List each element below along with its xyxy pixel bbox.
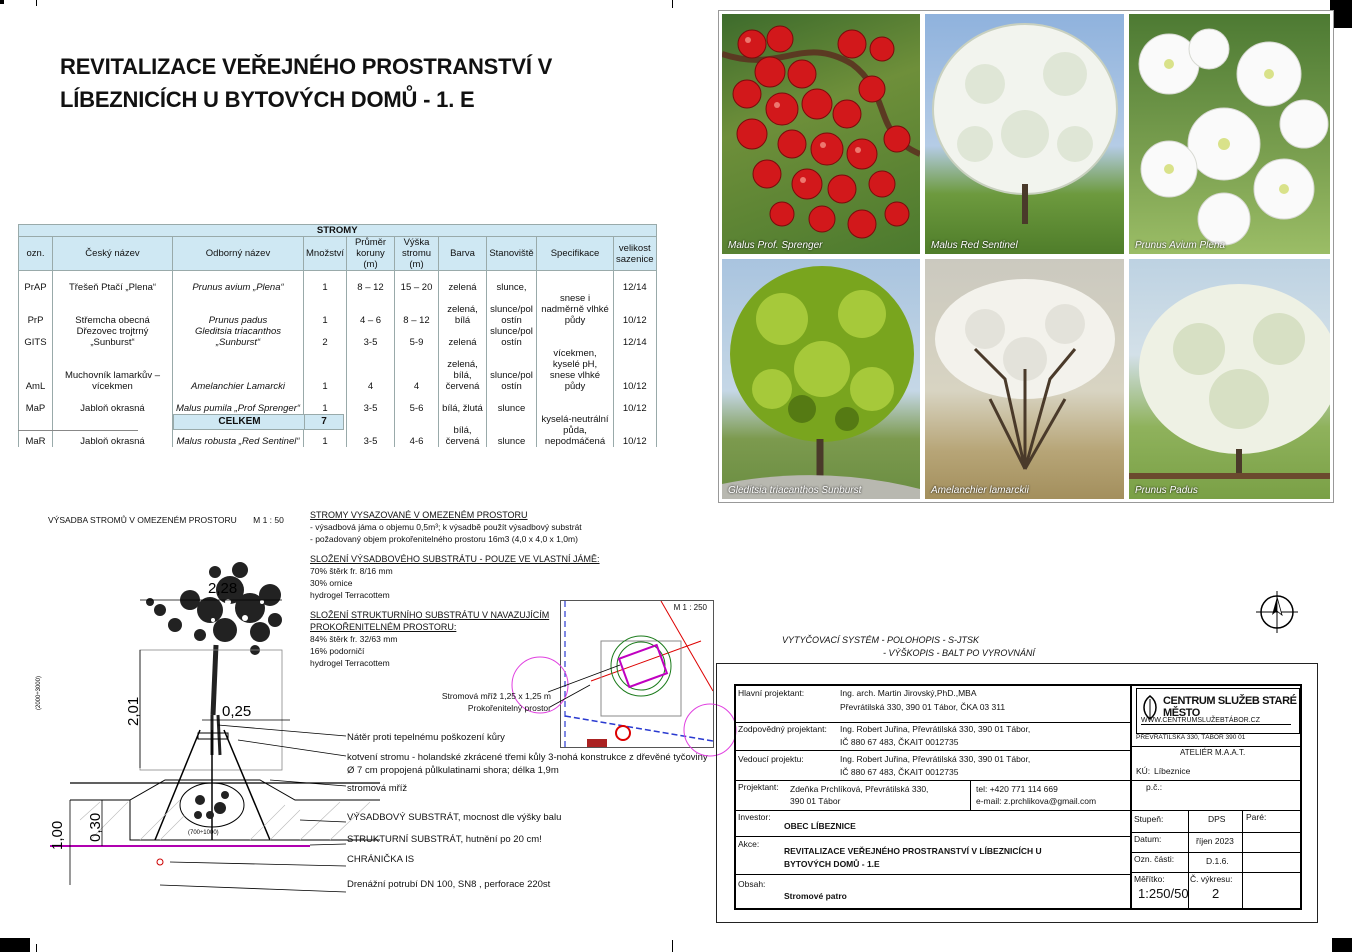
table-header-cell: Odborný název	[173, 237, 304, 271]
table-cell-odborny: Malus robusta „Red Sentinel“	[173, 414, 304, 447]
notes-heading-3a: SLOŽENÍ STRUKTURNÍHO SUBSTRÁTU V NAVAZUJÍCÍM	[310, 610, 550, 620]
note-line: - výsadbová jáma o objemu 0,5m³; k výsadbě použít výsadbový substrát	[310, 522, 582, 532]
table-cell-prumer: 3-5	[347, 326, 395, 348]
content-value: Stromové patro	[784, 891, 847, 901]
table-cell-cesky: Muchovník lamarkův – vícekmen	[53, 348, 173, 392]
ku-value: Líbeznice	[1154, 766, 1191, 776]
logo-address: PŘEVRÁTILSKÁ 330, TÁBOR 390 01	[1136, 734, 1246, 741]
coord-line-1: VYTYČOVACÍ SYSTÉM - POLOHOPIS - S-JTSK	[782, 635, 980, 645]
red-fruit-image	[722, 14, 920, 254]
table-cell-ozn: PrAP	[19, 271, 53, 294]
table-cell-cesky: Dřezovec trojtrný „Sunburst“	[53, 326, 173, 348]
table-cell-ozn: MaR	[19, 414, 53, 447]
misty-tree-image	[925, 259, 1124, 499]
table-header-cell: Český název	[53, 237, 173, 271]
label-investor: Investor:	[738, 812, 771, 822]
white-bloom-tree-image	[925, 14, 1124, 254]
note-line: hydrogel Terracottem	[310, 658, 390, 668]
label-copies: Paré:	[1246, 812, 1267, 822]
detail-labels	[441, 690, 551, 714]
table-cell-mnozstvi: 1	[304, 348, 347, 392]
notes-heading-1: STROMY VYSAZOVANÉ V OMEZENÉM PROSTORU	[310, 510, 528, 520]
coord-line-2: - VÝŠKOPIS - BALT PO VYROVNÁNÍ	[883, 648, 1035, 658]
label-designer: Projektant:	[738, 782, 779, 792]
table-cell-odborny: Prunus avium „Plena“	[173, 271, 304, 294]
project-lead-line-2: IČ 880 67 483, ČKAIT 0012735	[840, 767, 959, 777]
scale-value: 1:250/50	[1138, 886, 1189, 901]
label-parcel: p.č.:	[1146, 782, 1163, 792]
coordinate-system	[782, 634, 1035, 660]
atelier-name: ATELIÉR M.A.A.T.	[1180, 748, 1246, 757]
table-cell-ozn: MaP	[19, 392, 53, 414]
table-cell-mnozstvi: 1	[304, 293, 347, 326]
notes-heading-3b: PROKOŘENITELNÉM PROSTORU:	[310, 622, 457, 632]
table-cell-cesky: Jabloň okrasná	[53, 414, 173, 447]
dim-trunk: 0,25	[222, 703, 252, 720]
table-cell-barva: zelená	[439, 271, 487, 294]
table-cell-velikost: 10/12	[614, 348, 656, 392]
part-value: D.1.6.	[1206, 856, 1229, 866]
table-cell-cesky: Střemcha obecná	[53, 293, 173, 326]
callout-drainage: Drenážní potrubí DN 100, SN8 , perforace 220st	[347, 879, 551, 890]
label-project-lead: Vedoucí projektu:	[738, 754, 804, 764]
table-cell-cesky: Jabloň okrasná	[53, 392, 173, 414]
label-ku: KÚ:	[1136, 766, 1151, 776]
frame-tick	[672, 0, 673, 8]
total-value: 7	[304, 414, 344, 430]
table-cell-ozn: PrP	[19, 293, 53, 326]
table-cell-ozn: AmL	[19, 348, 53, 392]
designer-phone: tel: +420 771 114 669	[976, 784, 1058, 794]
table-cell-velikost: 10/12	[614, 414, 656, 447]
table-cell-specifikace: vícekmen, kyselé pH, snese vlhké půdy	[537, 348, 614, 392]
photo-1	[722, 14, 920, 254]
responsible-line-2: IČ 880 67 483, ČKAIT 0012735	[840, 737, 959, 747]
table-header-cell: ozn.	[19, 237, 53, 271]
table-cell-vyska: 8 – 12	[395, 293, 439, 326]
table-cell-velikost: 12/14	[614, 271, 656, 294]
table-header-cell: Výška stromu (m)	[395, 237, 439, 271]
table-header-cell: Barva	[439, 237, 487, 271]
table-header-cell: Specifikace	[537, 237, 614, 271]
photo-caption: Malus Red Sentinel	[931, 240, 1018, 251]
callout-structural-substrate: STRUKTURNÍ SUBSTRÁT, hutnění po 20 cm!	[347, 834, 542, 845]
table-row	[19, 293, 657, 326]
table-cell-mnozstvi: 1	[304, 271, 347, 294]
note-line: 70% štěrk fr. 8/16 mm	[310, 566, 393, 576]
logo-title: CENTRUM SLUŽEB STARÉ MĚSTO	[1163, 695, 1297, 719]
table-cell-velikost: 10/12	[614, 392, 656, 414]
label-date: Datum:	[1134, 834, 1162, 844]
table-cell-barva: zelená	[439, 326, 487, 348]
dim-crown: 2,28	[208, 580, 238, 597]
table-cell-vyska: 5-9	[395, 326, 439, 348]
investor-name: OBEC LÍBEZNICE	[784, 821, 856, 831]
label-scale: Měřítko:	[1134, 874, 1165, 884]
designer-line-2: 390 01 Tábor	[790, 796, 841, 806]
callout-planting-substrate: VÝSADBOVÝ SUBSTRÁT, mocnost dle výšky balu	[347, 812, 562, 823]
designer-line-1: Zdeňka Prchlíková, Převrátilská 330,	[790, 784, 929, 794]
table-cell-odborny: Gleditsia triacanthos „Sunburst“	[173, 326, 304, 348]
north-arrow-icon	[1256, 591, 1298, 633]
label-part: Ozn. části:	[1134, 854, 1175, 864]
table-cell-odborny: Prunus padus	[173, 293, 304, 326]
table-cell-barva: bílá, žlutá	[439, 392, 487, 414]
photo-caption: Amelanchier lamarckii	[931, 485, 1029, 496]
table-cell-barva: zelená, bílá	[439, 293, 487, 326]
frame-tick	[36, 0, 37, 6]
photo-caption: Gleditsia triacanthos Sunburst	[728, 485, 862, 496]
date-value: říjen 2023	[1196, 836, 1234, 846]
table-cell-prumer: 4 – 6	[347, 293, 395, 326]
table-cell-mnozstvi: 1	[304, 392, 347, 414]
note-line: 30% ornice	[310, 578, 353, 588]
table-cell-stanoviste: slunce/pol ostín	[487, 293, 537, 326]
dim-bottom: (700÷1000)	[188, 830, 219, 836]
dim-total-depth: 1,00	[49, 820, 66, 850]
label-responsible-designer: Zodpovědný projektant:	[738, 724, 827, 734]
table-cell-barva: zelená, bílá, červená	[439, 348, 487, 392]
dim-height: 2,01	[125, 696, 142, 726]
detail-label-root-space: Prokořenitelný prostor	[467, 703, 551, 713]
label-stage: Stupeň:	[1134, 814, 1164, 824]
photo-caption: Prunus Padus	[1135, 485, 1198, 496]
photo-caption: Prunus Avium Plena	[1135, 240, 1226, 251]
photo-6	[1129, 259, 1330, 499]
logo-url: WWW.CENTRUMSLUŽEBTÁBOR.CZ	[1141, 717, 1291, 725]
detail-scale: M 1 : 250	[673, 603, 707, 612]
title-block-inner	[734, 684, 1302, 910]
stage-value: DPS	[1208, 814, 1226, 824]
table-cell-odborny: Amelanchier Lamarcki	[173, 348, 304, 392]
table-cell-velikost: 12/14	[614, 326, 656, 348]
table-cell-specifikace	[537, 392, 614, 414]
table-header-cell: Stanoviště	[487, 237, 537, 271]
table-cell-specifikace	[537, 326, 614, 348]
table-cell-stanoviste: slunce/pol ostín	[487, 348, 537, 392]
section-heading-text: VÝSADBA STROMŮ V OMEZENÉM PROSTORU	[48, 515, 237, 525]
table-cell-specifikace: snese i nadměrně vlhké půdy	[537, 293, 614, 326]
callout-grate: stromová mříž	[347, 783, 408, 794]
detail-label-grate: Stromová mříž 1,25 x 1,25 m	[441, 691, 551, 701]
table-cell-prumer: 3-5	[347, 392, 395, 414]
chief-designer-line-2: Převrátilská 330, 390 01 Tábor, ČKA 03 311	[840, 702, 1006, 712]
corner-mark	[0, 938, 30, 952]
dim-layer: 0,30	[87, 812, 104, 842]
white-flowers-image	[1129, 14, 1330, 254]
designer-email: e-mail: z.prchlikova@gmail.com	[976, 796, 1097, 806]
meadow-tree-image	[1129, 259, 1330, 499]
total-label: CELKEM	[173, 414, 306, 430]
table-cell-velikost: 10/12	[614, 293, 656, 326]
table-cell-mnozstvi: 1	[304, 414, 347, 447]
section-scale: M 1 : 50	[253, 515, 284, 525]
project-line-2: BYTOVÝCH DOMŮ - 1.E	[784, 859, 880, 869]
company-logo	[1136, 688, 1300, 734]
label-chief-designer: Hlavní projektant:	[738, 688, 805, 698]
title-line-2: LÍBEZNICÍCH U BYTOVÝCH DOMŮ - 1. E	[60, 87, 475, 112]
photo-gallery	[718, 10, 1334, 503]
table-cell-prumer: 3-5	[347, 414, 395, 447]
callout-bark: Nátěr proti tepelnému poškození kůry	[347, 732, 505, 743]
table-cell-vyska: 15 – 20	[395, 271, 439, 294]
callout-anchoring: kotvení stromu - holandské zkrácené třemi kůly 3-nohá konstrukce z dřevěné tyčoviny	[347, 752, 708, 763]
table-cell-vyska: 4	[395, 348, 439, 392]
frame-tick	[672, 940, 673, 952]
table-cell-odborny: Malus pumila „Prof Sprenger“	[173, 392, 304, 414]
table-underline	[18, 430, 138, 431]
chief-designer-line-1: Ing. arch. Martin Jirovský,PhD.,MBA	[840, 688, 977, 698]
table-cell-specifikace: kyselá-neutrální půda, nepodmáčená	[537, 414, 614, 447]
table-cell-prumer: 8 – 12	[347, 271, 395, 294]
notes-heading-2: SLOŽENÍ VÝSADBOVÉHO SUBSTRÁTU - POUZE VE VLASTNÍ JÁMĚ:	[310, 554, 600, 564]
table-cell-stanoviste: slunce	[487, 414, 537, 447]
table-header-cell: Průměr koruny (m)	[347, 237, 395, 271]
frame-tick	[36, 944, 37, 952]
photo-3	[1129, 14, 1330, 254]
label-drawing-no: Č. výkresu:	[1190, 874, 1233, 884]
note-line: - požadovaný objem prokořenitelného prostoru 16m3 (4,0 x 4,0 x 1,0m)	[310, 534, 578, 544]
note-line: 84% štěrk fr. 32/63 mm	[310, 634, 398, 644]
photo-4	[722, 259, 920, 499]
table-cell-prumer: 4	[347, 348, 395, 392]
table-cell-specifikace	[537, 271, 614, 294]
table-caption: STROMY	[19, 225, 657, 237]
table-row	[19, 348, 657, 392]
callout-anchoring-2: Ø 7 cm propojená půlkulatinami shora; délka 1,9m	[347, 765, 559, 776]
photo-5	[925, 259, 1124, 499]
table-row	[19, 326, 657, 348]
project-line-1: REVITALIZACE VEŘEJNÉHO PROSTRANSTVÍ V LÍBEZNICÍCH U	[784, 846, 1042, 856]
project-lead-line-1: Ing. Robert Juřina, Převrátilská 330, 390 01 Tábor,	[840, 754, 1031, 764]
corner-mark	[1332, 938, 1352, 952]
photo-caption: Malus Prof. Sprenger	[728, 240, 823, 251]
table-cell-barva: bílá, červená	[439, 414, 487, 447]
green-tree-image	[722, 259, 920, 499]
table-cell-stanoviste: slunce,	[487, 271, 537, 294]
dim-side: (2000÷3000)	[36, 676, 42, 710]
table-cell-stanoviste: slunce/pol ostín	[487, 326, 537, 348]
corner-mark	[0, 0, 4, 4]
section-heading	[48, 514, 284, 526]
table-header-cell: Množství	[304, 237, 347, 271]
note-line: hydrogel Terracottem	[310, 590, 390, 600]
title-block	[716, 663, 1318, 923]
note-line: 16% podorničí	[310, 646, 365, 656]
responsible-line-1: Ing. Robert Juřina, Převrátilská 330, 390 01 Tábor,	[840, 724, 1031, 734]
table-cell-mnozstvi: 2	[304, 326, 347, 348]
drawing-no-value: 2	[1212, 886, 1220, 901]
table-cell-stanoviste: slunce	[487, 392, 537, 414]
title-line-1: REVITALIZACE VEŘEJNÉHO PROSTRANSTVÍ V	[60, 54, 553, 79]
page-title	[60, 50, 620, 116]
label-content: Obsah:	[738, 879, 766, 889]
table-cell-vyska: 4-6	[395, 414, 439, 447]
table-header-cell: velikost sazenice	[614, 237, 656, 271]
photo-2	[925, 14, 1124, 254]
table-cell-vyska: 5-6	[395, 392, 439, 414]
callout-conduit: CHRÁNIČKA IS	[347, 854, 415, 865]
table-row	[19, 271, 657, 294]
label-project: Akce:	[738, 839, 760, 849]
table-row	[19, 392, 657, 414]
table-cell-cesky: Třešeň Ptačí „Plena“	[53, 271, 173, 294]
table-cell-ozn: GITS	[19, 326, 53, 348]
